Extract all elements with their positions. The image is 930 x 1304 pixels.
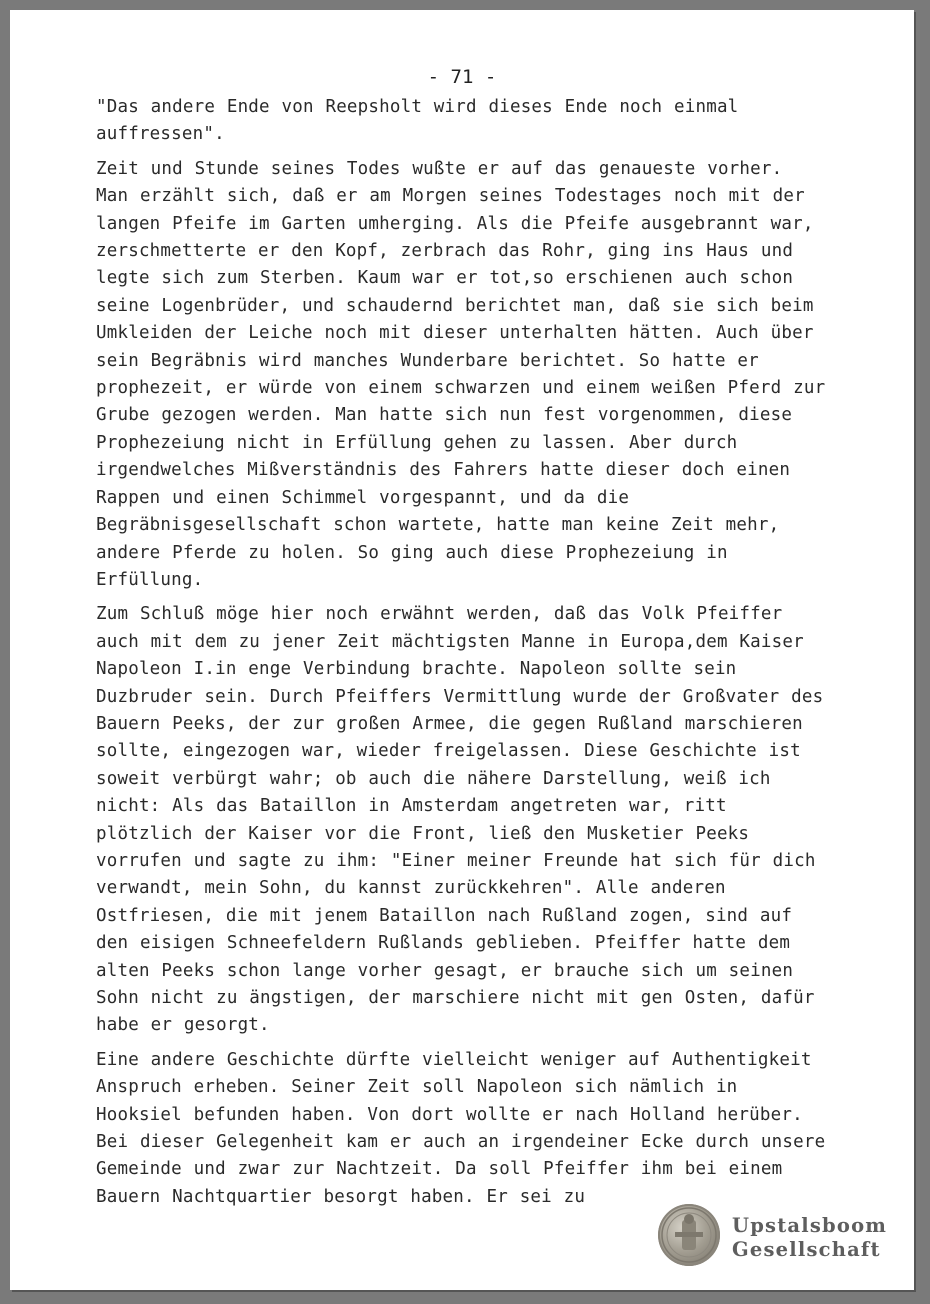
document-page: [10, 10, 914, 1290]
seal-icon: [658, 1204, 720, 1266]
watermark-line-1: Upstalsboom: [732, 1214, 888, 1237]
page-number: - 71 -: [427, 66, 497, 88]
paragraph: "Das andere Ende von Reepsholt wird dieses Ende noch einmal auffressen".: [96, 97, 739, 145]
watermark-text: [732, 1214, 887, 1262]
paragraph: Zum Schluß möge hier noch erwähnt werden, daß das Volk Pfeiffer auch mit dem zu jener Zeit mächtigsten Manne in Europa,dem Kaiser Napoleon I.in enge Verbindung brachte. Napoleon sollte sein Duzbruder sein. Durch Pfeiffers Vermittlung wurde der Großvater des Bauern Peeks, der zur großen Armee, die gegen Rußland marschieren sollte, eingezogen war, wieder freigelassen. Diese Geschichte ist soweit verbürgt wahr; ob auch die nähere Darstellung, weiß ich nicht: Als das Bataillon in Amsterdam angetreten war, ritt plötzlich der Kaiser vor die Front, ließ den Musketier Peeks vorrufen und sagte zu ihm: "Einer meiner Freunde hat sich für dich verwandt, mein Sohn, du kannst zurückkehren". Alle anderen Ostfriesen, die mit jenem Bataillon nach Rußland zogen, sind auf den eisigen Schneefeldern Rußlands geblieben. Pfeiffer hatte dem alten Peeks schon lange vorher gesagt, er brauche sich um seinen Sohn nicht zu ängstigen, der marschiere nicht mit gen Osten, dafür habe er gesorgt.: [96, 604, 824, 1036]
paragraph: Zeit und Stunde seines Todes wußte er auf das genaueste vorher. Man erzählt sich, daß er am Morgen seines Todestages noch mit der langen Pfeife im Garten umherging. Als die Pfeife ausgebrannt war, zerschmetterte er den Kopf, zerbrach das Rohr, ging ins Haus und legte sich zum Sterben. Kaum war er tot,so erschienen auch schon seine Logenbrüder, und schaudernd berichtet man, daß sie sich beim Umkleiden der Leiche noch mit dieser unterhalten hätten. Auch über sein Begräbnis wird manches Wunderbare berichtet. So hatte er prophezeit, er würde von einem schwarzen und einem weißen Pferd zur Grube gezogen werden. Man hatte sich nun fest vorgenommen, diese Prophezeiung nicht in Erfüllung gehen zu lassen. Aber durch irgendwelches Mißverständnis des Fahrers hatte dieser doch einen Rappen und einen Schimmel vorgespannt, und da die Begräbnisgesellschaft schon wartete, hatte man keine Zeit mehr, andere Pferde zu holen. So ging auch diese Prophezeiung in Erfüllung.: [96, 158, 826, 590]
watermark-line-2: Gesellschaft: [732, 1238, 881, 1261]
paragraph: Eine andere Geschichte dürfte vielleicht weniger auf Authentigkeit Anspruch erheben. Seiner Zeit soll Napoleon sich nämlich in Hooksiel befunden haben. Von dort wollte er nach Holland herüber. Bei dieser Gelegenheit kam er auch an irgendeiner Ecke durch unsere Gemeinde und zwar zur Nachtzeit. Da soll Pfeiffer ihm bei einem Bauern Nachtquartier besorgt haben. Er sei zu: [96, 1049, 826, 1207]
body-text: [96, 94, 826, 1211]
watermark-logo: [658, 1200, 908, 1280]
